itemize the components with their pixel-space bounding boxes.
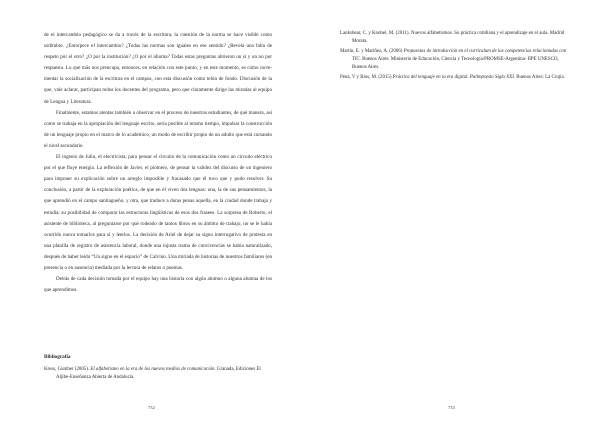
bibliography-entry — [340, 48, 570, 73]
reference-text: Lankshear, C. y Knobel, M. (2011). Nuevos alfabetismos. Su práctica cotidiana y el aprendizaje en el aula. Madrid Morata. — [340, 31, 565, 45]
page-number: 733 — [448, 405, 455, 410]
paragraph: de el intercambio pedagógico se da a través de la escritura, la cuestión de la norma se hace visible como urdimbre. ¿Entorpece el intercambio? ¿Todas las normas son iguales en ese sentido? ¿Revela una falta de respeto por el otro? ¿O por la institución? ¿O por el idioma? Todas estas preguntas abrieron un sí y un no por respuesta. Lo que más nos preocupa, entonces, en relación con este punto, y en este momento, es cómo incrementar la socialización de la escritura en el campus, con esta discusión como telón de fondo. Discusión de la que, vale aclarar, participan todos los docentes del programa, pero que claramente dirige las miradas al equipo de Lengua y Literatura. — [44, 32, 272, 105]
bibliography-continued — [340, 30, 570, 84]
bibliography-entry — [340, 74, 570, 82]
reference-title: Propuestas de introducción en el currículum de las competencias relacionadas con TIC. — [352, 48, 567, 63]
reference-text: Pena, V y Ríos, M. (2015) — [340, 75, 393, 81]
paragraph: Finalmente, estamos atentas también a observar en el proceso de nuestros estudiantes, de qué manera, así como se trabaja en la apropiación del lenguaje escrito, sería posible al mismo tiempo, impulsar la construcción de un lenguaje propio en el marco de lo académico, un modo de escribir propio de un adulto que está cursando el nivel secundario. — [44, 109, 272, 149]
reference-publisher: Granada, Ediciones El Aljibe-Enseñanza Abierta de Andalucía. — [56, 367, 261, 381]
reference-title: El alfabetismo en la era de los nuevos medios de comunicación. — [90, 367, 216, 372]
right-page — [300, 0, 600, 424]
bibliography-entry — [44, 366, 272, 382]
bibliography-list — [44, 366, 272, 382]
bibliography-entry — [340, 30, 570, 46]
paragraph: El ingenio de Julio, el electricista, para pensar el circuito de la comunicación como un circuito eléctrico por el que fluye energía. La reflexión de Javier, el plomero, de pensar la validez del discurso de un ingeniero para imponer su explicación sobre un arreglo imposible y fracasado que él tuvo que y pudo resolver. Su conclusión, a partir de la exploración poética, de que en él viven dos lenguas: una, la de sus pensamientos, la que aprendió en el campo santiagueño, y otra, que traduce a duras penas aquella, en la ciudad donde trabaja y estudia; su posibilidad de comparar las estructuras lingüísticas de esos dos frasees. La sorpresa de Roberto, el asistente de biblioteca, al preguntarse por qué rodeado de tantos libros en su ámbito de trabajo, no se le había ocurrido nunca tomarlos para sí y leerlos. La decisión de Ariel de dejar su signo interrogativo de protesta en una planilla de registro de asistencia laboral, donde una injusta trama de convivencias se había naturalizado, después de haber leído “Un signo en el espacio” de Calvino. Una miríada de historias de nuestros familiares (en presencia o en ausencia) mediada por la lectura de relatos o poemas. — [44, 154, 272, 271]
reference-title: Práctica del lenguaje en la era digital. Palimpsesto Siglo XXI. — [392, 75, 516, 81]
left-body-text — [44, 30, 272, 296]
reference-text: Kress, Gunther (2005). — [44, 367, 91, 372]
bibliography-heading: Bibliografía — [44, 354, 71, 360]
reference-publisher: Buenos Aires: La Crujía. — [515, 75, 565, 81]
page-number: 732 — [148, 405, 155, 410]
reference-publisher: Buenos Aires: Ministerio de Educación, Ciencia y Tecnología/PROMSE-Argentina- IIPE UNESCO, Buenos Aires. — [352, 57, 559, 71]
paragraph: Detrás de cada decisión tomada por el equipo hay una historia con algún alumno o alguna alumna de los que aprendimos. — [44, 276, 272, 294]
reference-text: Martín, E. y Mariñez, A. (2006) — [340, 48, 404, 54]
